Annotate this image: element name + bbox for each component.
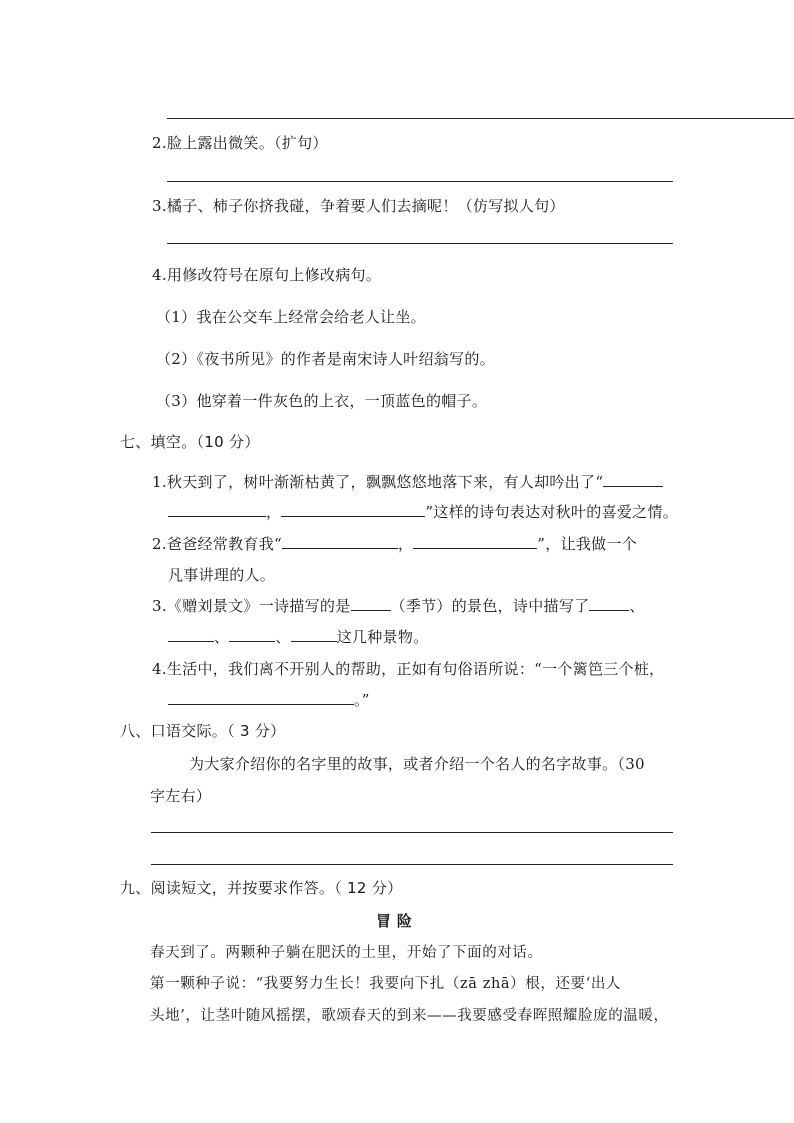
story-title: 冒 险 bbox=[376, 912, 413, 930]
sentence-6-4-3: （3）他穿着一件灰色的上衣，一顶蓝色的帽子。 bbox=[156, 392, 488, 410]
question-7-3-cont bbox=[168, 627, 428, 647]
fill-blank[interactable] bbox=[589, 596, 629, 611]
fill-blank[interactable] bbox=[168, 690, 354, 705]
fill-blank[interactable] bbox=[168, 627, 214, 642]
story-paragraph-1: 春天到了。两颗种子躺在肥沃的土里，开始了下面的对话。 bbox=[150, 945, 543, 961]
question-7-1-text: 1.秋天到了，树叶渐渐枯黄了，飘飘悠悠地落下来，有人却吟出了“ bbox=[152, 473, 604, 491]
question-6-4: 4.用修改符号在原句上修改病句。 bbox=[152, 266, 382, 284]
question-7-4: 4.生活中，我们离不开别人的帮助，正如有句俗语所说：“一个篱笆三个桩， bbox=[152, 660, 665, 678]
question-7-3-mid: （季节）的景色，诗中描写了 bbox=[390, 597, 590, 615]
question-7-2-cont: 凡事讲理的人。 bbox=[168, 566, 276, 584]
question-7-3-text: 3.《赠刘景文》一诗描写的是 bbox=[152, 597, 351, 615]
answer-line[interactable] bbox=[167, 118, 794, 119]
comma: ， bbox=[266, 503, 282, 521]
sentence-6-4-1: （1）我在公交车上经常会给老人让坐。 bbox=[156, 308, 426, 326]
separator: 、 bbox=[214, 628, 230, 646]
fill-blank[interactable] bbox=[168, 502, 266, 517]
section-7-title: 七、填空。（10 分） bbox=[120, 433, 260, 451]
fill-blank[interactable] bbox=[351, 596, 391, 611]
question-7-3 bbox=[152, 596, 645, 616]
story-paragraph-2: 第一颗种子说：“我要努力生长！我要向下扎（zā zhā）根，还要‘出人 bbox=[150, 976, 622, 992]
question-7-1-cont bbox=[168, 502, 678, 522]
question-6-2: 2.脸上露出微笑。（扩句） bbox=[152, 134, 328, 152]
answer-line[interactable] bbox=[151, 864, 673, 865]
question-7-2-text: 2.爸爸经常教育我“ bbox=[152, 535, 282, 553]
separator: 、 bbox=[629, 597, 645, 615]
section-9-title: 九、阅读短文，并按要求作答。（ 12 分） bbox=[120, 879, 403, 897]
answer-line[interactable] bbox=[167, 181, 673, 182]
section-8-prompt: 为大家介绍你的名字里的故事，或者介绍一个名人的名字故事。（30 bbox=[189, 755, 645, 773]
question-7-1 bbox=[152, 472, 663, 492]
fill-blank[interactable] bbox=[229, 627, 275, 642]
fill-blank[interactable] bbox=[603, 472, 663, 487]
question-7-2-tail: ”，让我做一个 bbox=[537, 535, 638, 553]
question-7-3-tail: 这几种景物。 bbox=[336, 628, 429, 646]
fill-blank[interactable] bbox=[291, 627, 337, 642]
fill-blank[interactable] bbox=[282, 534, 398, 549]
answer-line[interactable] bbox=[167, 243, 673, 244]
fill-blank[interactable] bbox=[413, 534, 537, 549]
question-7-1-tail: ”这样的诗句表达对秋叶的喜爱之情。 bbox=[425, 503, 679, 521]
question-7-4-tail: 。” bbox=[354, 691, 370, 709]
section-8-title: 八、口语交际。（ 3 分） bbox=[120, 722, 286, 740]
answer-line[interactable] bbox=[151, 832, 673, 833]
fill-blank[interactable] bbox=[281, 502, 425, 517]
sentence-6-4-2: （2）《夜书所见》的作者是南宋诗人叶绍翁写的。 bbox=[156, 350, 495, 368]
comma: ， bbox=[397, 535, 414, 553]
separator: 、 bbox=[275, 628, 291, 646]
section-8-prompt-cont: 字左右） bbox=[150, 787, 212, 805]
story-paragraph-2-cont: 头地’，让茎叶随风摇摆，歌颂春天的到来——我要感受春晖照耀脸庞的温暖， bbox=[150, 1008, 669, 1024]
question-6-3: 3.橘子、柿子你挤我碰，争着要人们去摘呢！（仿写拟人句） bbox=[152, 197, 565, 215]
question-7-4-cont bbox=[168, 690, 370, 710]
question-7-2 bbox=[152, 534, 637, 554]
